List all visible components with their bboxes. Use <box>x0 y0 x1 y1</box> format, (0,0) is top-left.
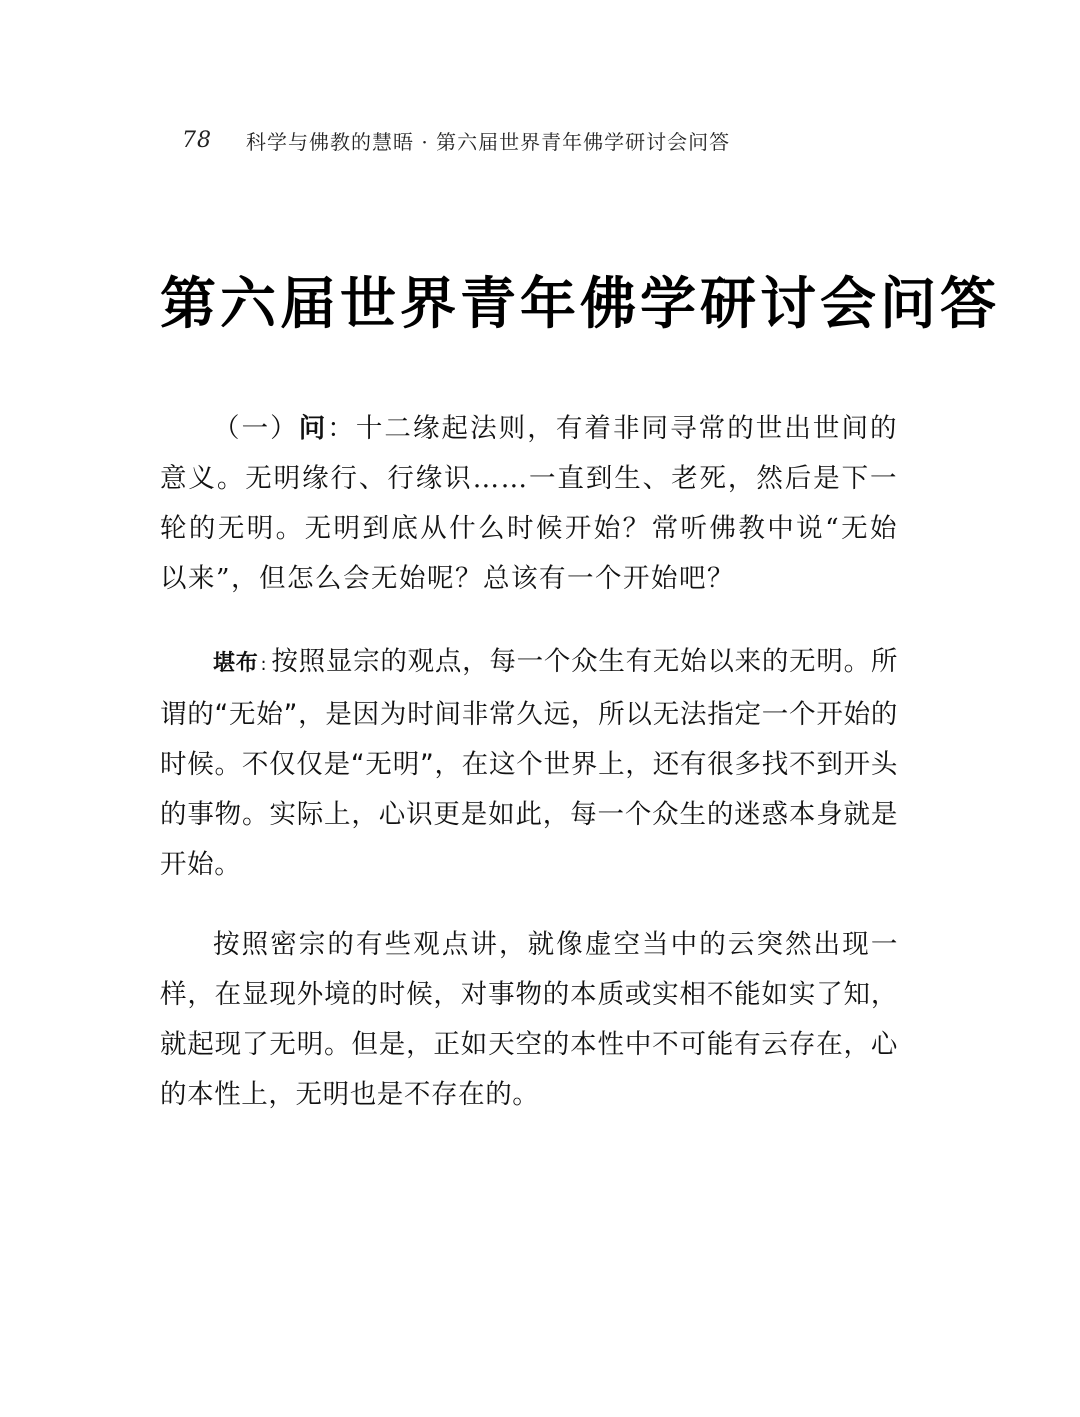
question-paragraph <box>160 404 898 604</box>
question-text: 十二缘起法则，有着非同寻常的世出世间的意义。无明缘行、行缘识……一直到生、老死，然后是下一轮的无明。无明到底从什么时候开始？常听佛教中说“无始以来”，但怎么会无始呢？总该有一个开始吧？ <box>160 413 899 594</box>
running-header <box>182 122 902 158</box>
chapter-title: 第六届世界青年佛学研讨会问答 <box>160 270 1000 337</box>
question-label: 问 <box>298 413 328 444</box>
answer-label: 堪布 <box>213 650 259 676</box>
answer-text-2: 按照密宗的有些观点讲，就像虚空当中的云突然出现一样，在显现外境的时候，对事物的本质或实相不能如实了知，就起现了无明。但是，正如天空的本性中不可能有云存在，心的本性上，无明也是不存在的。 <box>160 929 898 1110</box>
question-colon: ： <box>327 413 356 444</box>
answer-paragraph-1 <box>160 637 898 890</box>
question-number: （一） <box>213 413 299 444</box>
answer-colon: : <box>260 654 268 675</box>
answer-paragraph-2 <box>160 920 898 1120</box>
page-number: 78 <box>182 127 212 153</box>
answer-text-1: 按照显宗的观点，每一个众生有无始以来的无明。所谓的“无始”，是因为时间非常久远，所以无法指定一个开始的时候。不仅仅是“无明”，在这个世界上，还有很多找不到开头的事物。实际上，心识更是如此，每一个众生的迷惑本身就是开始。 <box>160 646 898 880</box>
running-title: 科学与佛教的慧晤 · 第六届世界青年佛学研讨会问答 <box>246 129 731 154</box>
